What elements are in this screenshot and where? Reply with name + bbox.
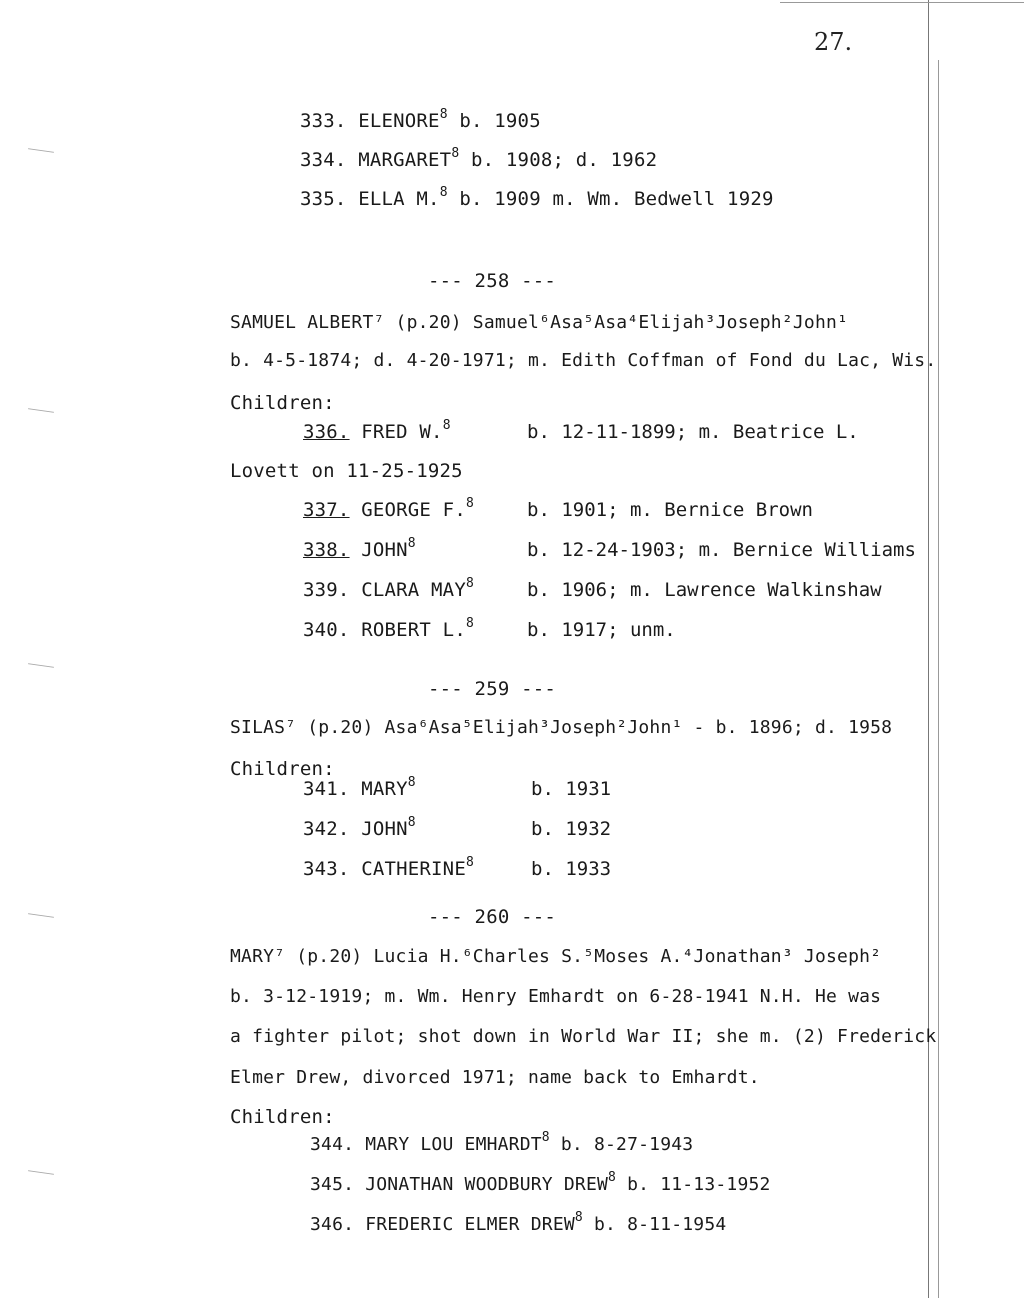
top-edge-rule [780,2,1024,3]
right-margin-rule-2 [938,60,939,1298]
child-342: 342. JOHN$^8$ [303,815,416,840]
section-260-header: --- 260 --- [428,906,557,928]
child-342-info: b. 1932 [531,818,612,840]
child-338: 338. JOHN$^8$ [303,536,416,561]
child-341: 341. MARY$^8$ [303,775,416,800]
child-340-info: b. 1917; unm. [527,619,676,641]
child-345: 345. JONATHAN WOODBURY DREW$^8$ b. 11-13-1952 [310,1170,771,1195]
child-343: 343. CATHERINE$^8$ [303,855,474,880]
child-339-info: b. 1906; m. Lawrence Walkinshaw [527,579,882,601]
child-341-info: b. 1931 [531,778,612,800]
child-346: 346. FREDERIC ELMER DREW$^8$ b. 8-11-1954 [310,1210,727,1235]
entry-335: 335. ELLA M.$^8$ b. 1909 m. Wm. Bedwell 1929 [300,185,774,210]
binder-mark [28,148,54,153]
right-margin-rule [928,0,929,1298]
binder-mark [28,913,54,918]
page-number: 27. [814,28,853,56]
binder-mark [28,408,54,413]
section-260-line4: Elmer Drew, divorced 1971; name back to Emhardt. [230,1067,760,1088]
section-259-children-label: Children: [230,758,335,780]
section-258-children-label: Children: [230,392,335,414]
child-338-info: b. 12-24-1903; m. Bernice Williams [527,539,916,561]
section-260-line3: a fighter pilot; shot down in World War II; she m. (2) Frederick [230,1026,937,1047]
child-340: 340. ROBERT L.$^8$ [303,616,474,641]
section-259-header: --- 259 --- [428,678,557,700]
section-260-children-label: Children: [230,1106,335,1128]
section-259-line1: SILAS⁷ (p.20) Asa⁶Asa⁵Elijah³Joseph²John¹ - b. 1896; d. 1958 [230,717,893,738]
section-258-continuation: Lovett on 11-25-1925 [230,460,463,482]
section-258-line2: b. 4-5-1874; d. 4-20-1971; m. Edith Coffman of Fond du Lac, Wis. [230,350,937,371]
entry-333: 333. ELENORE$^8$ b. 1905 [300,107,541,132]
child-336-info: b. 12-11-1899; m. Beatrice L. [527,421,859,443]
child-339: 339. CLARA MAY$^8$ [303,576,474,601]
section-260-line1: MARY⁷ (p.20) Lucia H.⁶Charles S.⁵Moses A.⁴Jonathan³ Joseph² [230,946,882,967]
section-258-line1: SAMUEL ALBERT⁷ (p.20) Samuel⁶Asa⁵Asa⁴Elijah³Joseph²John¹ [230,312,849,333]
entry-334: 334. MARGARET$^8$ b. 1908; d. 1962 [300,146,658,171]
child-344: 344. MARY LOU EMHARDT$^8$ b. 8-27-1943 [310,1130,694,1155]
section-260-line2: b. 3-12-1919; m. Wm. Henry Emhardt on 6-28-1941 N.H. He was [230,986,882,1007]
child-343-info: b. 1933 [531,858,612,880]
binder-mark [28,1170,54,1175]
binder-mark [28,663,54,668]
child-336: 336. FRED W.$^8$ [303,418,451,443]
child-337: 337. GEORGE F.$^8$ [303,496,474,521]
child-337-info: b. 1901; m. Bernice Brown [527,499,813,521]
section-258-header: --- 258 --- [428,270,557,292]
